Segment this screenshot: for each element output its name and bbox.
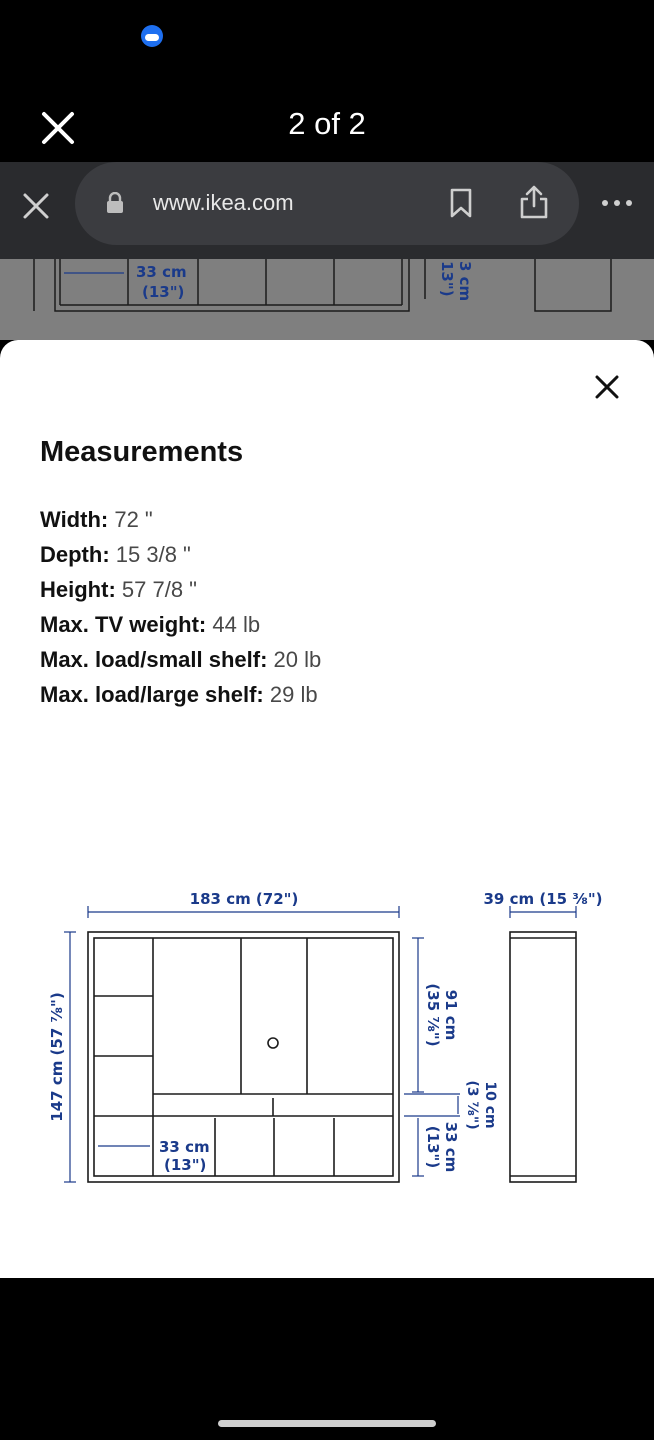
width-dimension-label: 183 cm (72") [189,890,299,908]
close-icon[interactable] [592,372,622,402]
background-page-drawing [0,259,654,340]
height-dimension-label: 147 cm (57 ⅞") [48,992,66,1122]
browser-toolbar [0,162,654,259]
more-options-icon[interactable] [600,193,634,213]
status-bar [0,0,654,80]
sheet-title: Measurements [40,436,244,468]
peek-height-label: 3 cm [456,261,474,302]
shelf-width-label: 33 cm [159,1138,210,1156]
url-text: www.ikea.com [153,190,294,215]
lower-height-label: 33 cm [442,1121,460,1173]
shelf-width-label-in: (13") [164,1156,207,1174]
measurement-list [40,502,321,712]
measurement-large-shelf-load: Max. load/large shelf: 29 lb [40,682,318,707]
measurement-small-shelf-load: Max. load/small shelf: 20 lb [40,647,322,672]
measurement-depth: Depth: 15 3/8 " [40,542,191,567]
lock-icon [106,192,124,214]
dimension-diagram [0,870,654,1200]
weather-cloud-icon [141,25,163,47]
address-bar[interactable] [75,162,579,245]
depth-dimension-label: 39 cm (15 ⅜") [483,890,603,908]
lower-height-label-in: (13") [424,1125,442,1169]
bottom-area [0,1278,654,1440]
bookmark-icon[interactable] [448,188,474,218]
mid-height-label-in: (3 ⅞") [464,1080,480,1130]
peek-height-label-in: 13") [438,261,456,297]
measurement-width: Width: 72 " [40,507,153,532]
peek-width-label: 33 cm [136,263,187,281]
measurement-tv-weight: Max. TV weight: 44 lb [40,612,261,637]
image-viewer-header [0,80,654,162]
measurement-height: Height: 57 7/8 " [40,577,197,602]
measurements-sheet [0,340,654,1278]
mid-height-label: 10 cm [482,1081,498,1129]
upper-height-label: 91 cm [442,989,460,1041]
home-indicator[interactable] [218,1420,436,1427]
image-counter: 2 of 2 [288,106,366,141]
share-icon[interactable] [518,184,550,220]
upper-height-label-in: (35 ⅞") [424,983,442,1047]
close-tab-icon[interactable] [18,188,54,224]
peek-width-label-in: (13") [142,283,185,301]
